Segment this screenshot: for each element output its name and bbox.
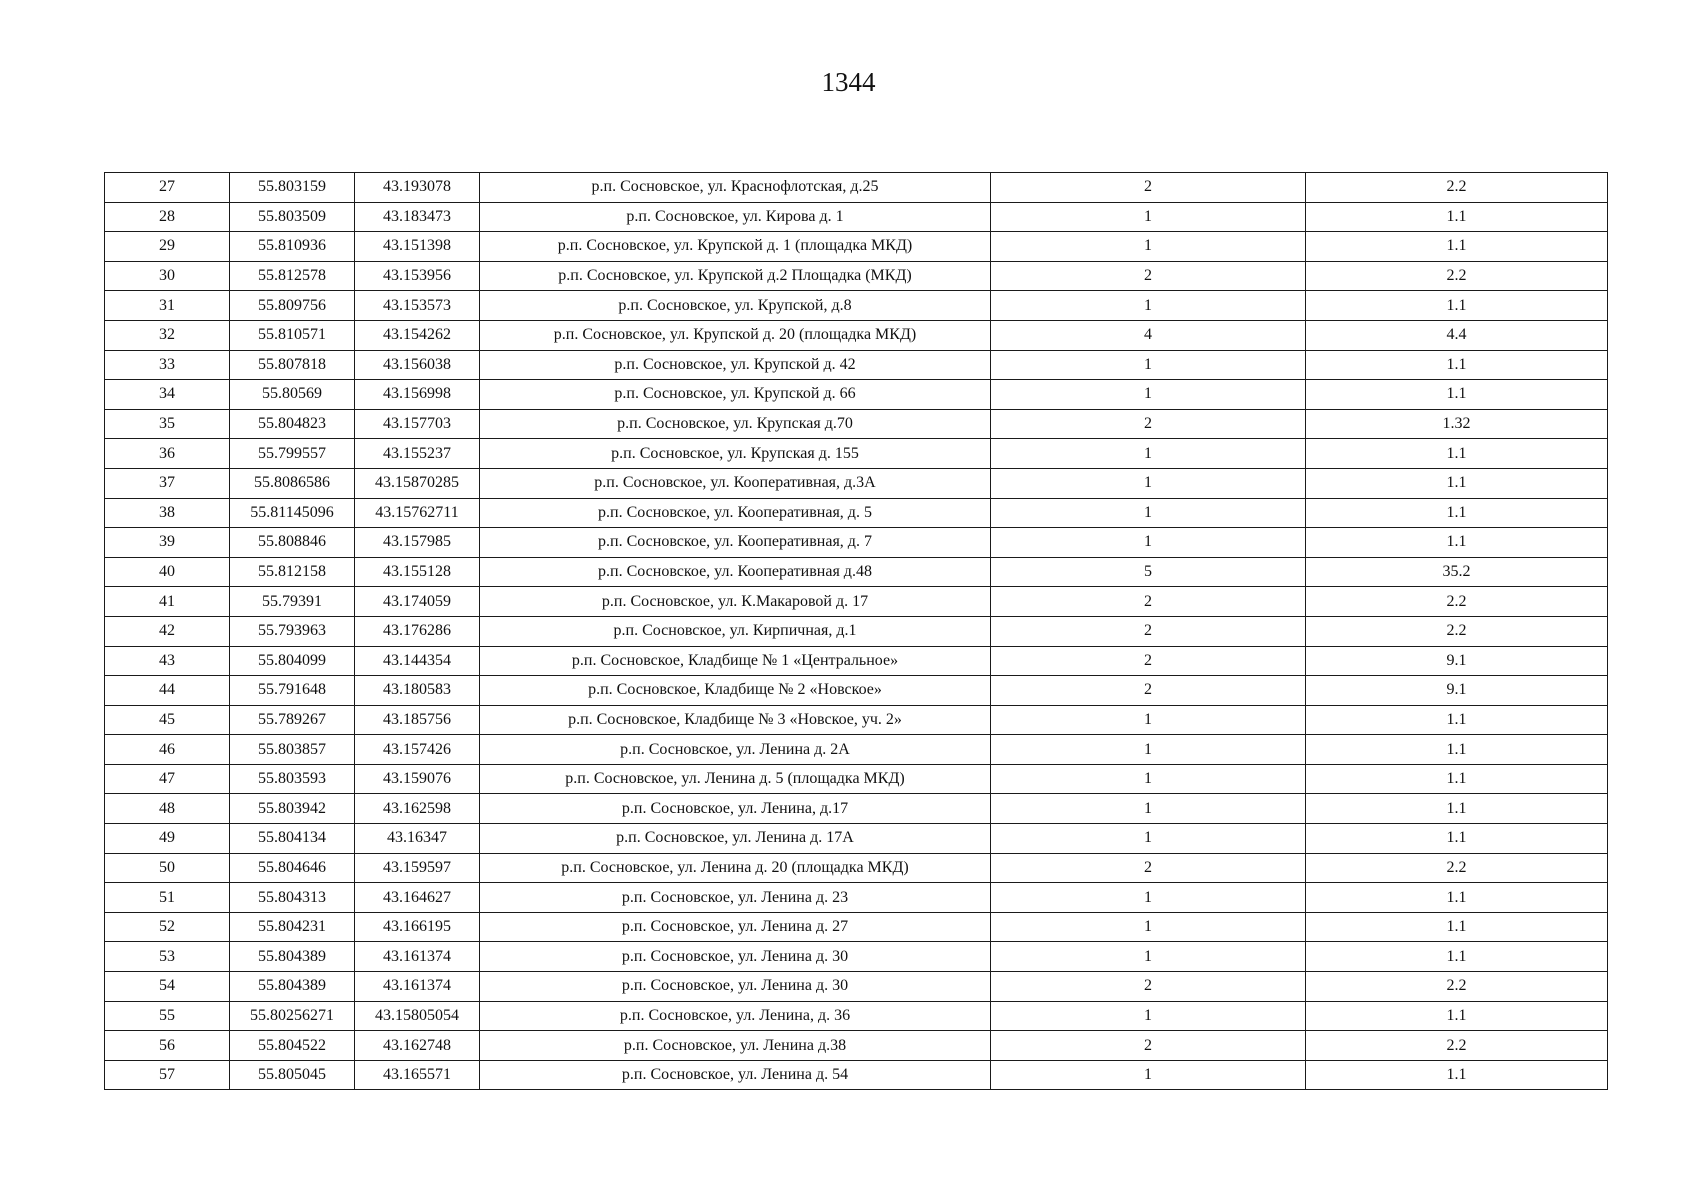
row-number-cell: 50: [105, 853, 230, 883]
longitude-cell: 43.155237: [355, 439, 480, 469]
longitude-cell: 43.156038: [355, 350, 480, 380]
table-row: [105, 202, 1608, 232]
address-cell: р.п. Сосновское, ул. Кооперативная, д. 5: [480, 498, 991, 528]
table-row: [105, 350, 1608, 380]
volume-cell: 1.1: [1306, 705, 1608, 735]
longitude-cell: 43.156998: [355, 380, 480, 410]
address-cell: р.п. Сосновское, ул. Ленина д. 5 (площадка МКД): [480, 764, 991, 794]
table-row: [105, 912, 1608, 942]
latitude-cell: 55.808846: [230, 528, 355, 558]
volume-cell: 1.1: [1306, 350, 1608, 380]
row-number-cell: 47: [105, 764, 230, 794]
container-count-cell: 1: [991, 468, 1306, 498]
row-number-cell: 45: [105, 705, 230, 735]
container-count-cell: 1: [991, 291, 1306, 321]
table-row: [105, 824, 1608, 854]
table-row: [105, 380, 1608, 410]
latitude-cell: 55.809756: [230, 291, 355, 321]
table-row: [105, 468, 1608, 498]
table-row: [105, 764, 1608, 794]
latitude-cell: 55.803593: [230, 764, 355, 794]
container-count-cell: 1: [991, 380, 1306, 410]
row-number-cell: 37: [105, 468, 230, 498]
row-number-cell: 42: [105, 616, 230, 646]
container-count-cell: 2: [991, 587, 1306, 617]
table-row: [105, 528, 1608, 558]
container-count-cell: 1: [991, 439, 1306, 469]
row-number-cell: 33: [105, 350, 230, 380]
latitude-cell: 55.804389: [230, 972, 355, 1002]
container-count-cell: 2: [991, 646, 1306, 676]
container-count-cell: 1: [991, 1060, 1306, 1090]
table-row: [105, 409, 1608, 439]
longitude-cell: 43.159597: [355, 853, 480, 883]
address-cell: р.п. Сосновское, ул. Крупской, д.8: [480, 291, 991, 321]
volume-cell: 2.2: [1306, 587, 1608, 617]
address-cell: р.п. Сосновское, Кладбище № 1 «Центральное»: [480, 646, 991, 676]
container-count-cell: 1: [991, 1001, 1306, 1031]
table-row: [105, 173, 1608, 203]
volume-cell: 2.2: [1306, 261, 1608, 291]
latitude-cell: 55.804522: [230, 1031, 355, 1061]
container-count-cell: 2: [991, 676, 1306, 706]
volume-cell: 1.1: [1306, 468, 1608, 498]
row-number-cell: 52: [105, 912, 230, 942]
latitude-cell: 55.804646: [230, 853, 355, 883]
latitude-cell: 55.804823: [230, 409, 355, 439]
latitude-cell: 55.789267: [230, 705, 355, 735]
table-row: [105, 1060, 1608, 1090]
container-count-cell: 1: [991, 942, 1306, 972]
row-number-cell: 28: [105, 202, 230, 232]
volume-cell: 1.1: [1306, 1001, 1608, 1031]
container-count-cell: 1: [991, 883, 1306, 913]
address-cell: р.п. Сосновское, ул. Крупской д.2 Площадка (МКД): [480, 261, 991, 291]
container-count-cell: 1: [991, 705, 1306, 735]
container-count-cell: 1: [991, 202, 1306, 232]
row-number-cell: 55: [105, 1001, 230, 1031]
container-count-cell: 2: [991, 173, 1306, 203]
longitude-cell: 43.183473: [355, 202, 480, 232]
longitude-cell: 43.193078: [355, 173, 480, 203]
container-count-cell: 1: [991, 498, 1306, 528]
row-number-cell: 51: [105, 883, 230, 913]
row-number-cell: 27: [105, 173, 230, 203]
volume-cell: 1.32: [1306, 409, 1608, 439]
volume-cell: 1.1: [1306, 202, 1608, 232]
volume-cell: 1.1: [1306, 232, 1608, 262]
container-count-cell: 1: [991, 764, 1306, 794]
volume-cell: 1.1: [1306, 883, 1608, 913]
address-cell: р.п. Сосновское, ул. Крупской д. 20 (площадка МКД): [480, 320, 991, 350]
latitude-cell: 55.799557: [230, 439, 355, 469]
volume-cell: 1.1: [1306, 439, 1608, 469]
longitude-cell: 43.144354: [355, 646, 480, 676]
address-cell: р.п. Сосновское, ул. Крупской д. 66: [480, 380, 991, 410]
latitude-cell: 55.812158: [230, 557, 355, 587]
row-number-cell: 48: [105, 794, 230, 824]
latitude-cell: 55.804134: [230, 824, 355, 854]
table-row: [105, 942, 1608, 972]
volume-cell: 1.1: [1306, 912, 1608, 942]
latitude-cell: 55.804389: [230, 942, 355, 972]
longitude-cell: 43.16347: [355, 824, 480, 854]
address-cell: р.п. Сосновское, ул. Ленина д. 30: [480, 942, 991, 972]
latitude-cell: 55.803509: [230, 202, 355, 232]
longitude-cell: 43.164627: [355, 883, 480, 913]
address-cell: р.п. Сосновское, ул. Крупская д. 155: [480, 439, 991, 469]
table-row: [105, 232, 1608, 262]
longitude-cell: 43.162748: [355, 1031, 480, 1061]
latitude-cell: 55.810936: [230, 232, 355, 262]
longitude-cell: 43.161374: [355, 942, 480, 972]
latitude-cell: 55.804099: [230, 646, 355, 676]
row-number-cell: 43: [105, 646, 230, 676]
latitude-cell: 55.803857: [230, 735, 355, 765]
address-cell: р.п. Сосновское, ул. Крупская д.70: [480, 409, 991, 439]
latitude-cell: 55.803942: [230, 794, 355, 824]
address-cell: р.п. Сосновское, ул. Ленина д. 54: [480, 1060, 991, 1090]
volume-cell: 9.1: [1306, 646, 1608, 676]
table-row: [105, 1001, 1608, 1031]
container-count-cell: 1: [991, 794, 1306, 824]
volume-cell: 9.1: [1306, 676, 1608, 706]
row-number-cell: 49: [105, 824, 230, 854]
row-number-cell: 41: [105, 587, 230, 617]
row-number-cell: 30: [105, 261, 230, 291]
container-count-cell: 2: [991, 616, 1306, 646]
address-cell: р.п. Сосновское, ул. Ленина д. 23: [480, 883, 991, 913]
container-count-cell: 2: [991, 409, 1306, 439]
volume-cell: 1.1: [1306, 794, 1608, 824]
longitude-cell: 43.159076: [355, 764, 480, 794]
row-number-cell: 57: [105, 1060, 230, 1090]
latitude-cell: 55.791648: [230, 676, 355, 706]
latitude-cell: 55.805045: [230, 1060, 355, 1090]
row-number-cell: 29: [105, 232, 230, 262]
table-row: [105, 794, 1608, 824]
address-cell: р.п. Сосновское, ул. Кирпичная, д.1: [480, 616, 991, 646]
address-cell: р.п. Сосновское, ул. Кооперативная, д.3А: [480, 468, 991, 498]
container-count-cell: 1: [991, 528, 1306, 558]
table-row: [105, 883, 1608, 913]
address-cell: р.п. Сосновское, ул. Кооперативная, д. 7: [480, 528, 991, 558]
longitude-cell: 43.15805054: [355, 1001, 480, 1031]
address-cell: р.п. Сосновское, ул. Краснофлотская, д.25: [480, 173, 991, 203]
longitude-cell: 43.15762711: [355, 498, 480, 528]
address-cell: р.п. Сосновское, ул. Ленина, д.17: [480, 794, 991, 824]
longitude-cell: 43.157985: [355, 528, 480, 558]
address-cell: р.п. Сосновское, ул. Ленина д. 27: [480, 912, 991, 942]
longitude-cell: 43.15870285: [355, 468, 480, 498]
latitude-cell: 55.812578: [230, 261, 355, 291]
latitude-cell: 55.793963: [230, 616, 355, 646]
address-cell: р.п. Сосновское, ул. Ленина д.38: [480, 1031, 991, 1061]
address-cell: р.п. Сосновское, Кладбище № 3 «Новское, уч. 2»: [480, 705, 991, 735]
address-cell: р.п. Сосновское, ул. Крупской д. 1 (площадка МКД): [480, 232, 991, 262]
longitude-cell: 43.154262: [355, 320, 480, 350]
table-row: [105, 616, 1608, 646]
volume-cell: 1.1: [1306, 735, 1608, 765]
volume-cell: 2.2: [1306, 1031, 1608, 1061]
volume-cell: 2.2: [1306, 972, 1608, 1002]
table-row: [105, 646, 1608, 676]
registry-table: [104, 172, 1608, 1090]
address-cell: р.п. Сосновское, ул. Ленина д. 2А: [480, 735, 991, 765]
row-number-cell: 44: [105, 676, 230, 706]
table-row: [105, 676, 1608, 706]
container-count-cell: 2: [991, 972, 1306, 1002]
longitude-cell: 43.162598: [355, 794, 480, 824]
address-cell: р.п. Сосновское, ул. Кирова д. 1: [480, 202, 991, 232]
volume-cell: 1.1: [1306, 824, 1608, 854]
table-row: [105, 972, 1608, 1002]
container-count-cell: 1: [991, 735, 1306, 765]
latitude-cell: 55.81145096: [230, 498, 355, 528]
address-cell: р.п. Сосновское, ул. Ленина д. 17А: [480, 824, 991, 854]
longitude-cell: 43.176286: [355, 616, 480, 646]
container-count-cell: 2: [991, 853, 1306, 883]
row-number-cell: 31: [105, 291, 230, 321]
longitude-cell: 43.155128: [355, 557, 480, 587]
volume-cell: 35.2: [1306, 557, 1608, 587]
row-number-cell: 36: [105, 439, 230, 469]
table-row: [105, 439, 1608, 469]
container-count-cell: 1: [991, 912, 1306, 942]
row-number-cell: 40: [105, 557, 230, 587]
volume-cell: 1.1: [1306, 498, 1608, 528]
volume-cell: 1.1: [1306, 528, 1608, 558]
volume-cell: 1.1: [1306, 764, 1608, 794]
address-cell: р.п. Сосновское, ул. Кооперативная д.48: [480, 557, 991, 587]
longitude-cell: 43.161374: [355, 972, 480, 1002]
container-count-cell: 1: [991, 824, 1306, 854]
latitude-cell: 55.804313: [230, 883, 355, 913]
container-count-cell: 2: [991, 1031, 1306, 1061]
table-row: [105, 291, 1608, 321]
row-number-cell: 32: [105, 320, 230, 350]
table-row: [105, 498, 1608, 528]
latitude-cell: 55.804231: [230, 912, 355, 942]
volume-cell: 2.2: [1306, 173, 1608, 203]
latitude-cell: 55.80569: [230, 380, 355, 410]
table-row: [105, 557, 1608, 587]
container-count-cell: 2: [991, 261, 1306, 291]
longitude-cell: 43.185756: [355, 705, 480, 735]
address-cell: р.п. Сосновское, Кладбище № 2 «Новское»: [480, 676, 991, 706]
container-count-cell: 5: [991, 557, 1306, 587]
longitude-cell: 43.153573: [355, 291, 480, 321]
row-number-cell: 54: [105, 972, 230, 1002]
longitude-cell: 43.174059: [355, 587, 480, 617]
latitude-cell: 55.79391: [230, 587, 355, 617]
latitude-cell: 55.803159: [230, 173, 355, 203]
row-number-cell: 53: [105, 942, 230, 972]
row-number-cell: 34: [105, 380, 230, 410]
table-row: [105, 853, 1608, 883]
table-row: [105, 1031, 1608, 1061]
longitude-cell: 43.165571: [355, 1060, 480, 1090]
container-count-cell: 4: [991, 320, 1306, 350]
row-number-cell: 56: [105, 1031, 230, 1061]
volume-cell: 2.2: [1306, 616, 1608, 646]
volume-cell: 1.1: [1306, 380, 1608, 410]
registry-table-body: [105, 173, 1608, 1090]
volume-cell: 2.2: [1306, 853, 1608, 883]
table-row: [105, 735, 1608, 765]
latitude-cell: 55.807818: [230, 350, 355, 380]
latitude-cell: 55.80256271: [230, 1001, 355, 1031]
row-number-cell: 38: [105, 498, 230, 528]
longitude-cell: 43.166195: [355, 912, 480, 942]
latitude-cell: 55.8086586: [230, 468, 355, 498]
table-row: [105, 705, 1608, 735]
volume-cell: 1.1: [1306, 942, 1608, 972]
address-cell: р.п. Сосновское, ул. Крупской д. 42: [480, 350, 991, 380]
table-row: [105, 587, 1608, 617]
table-row: [105, 261, 1608, 291]
address-cell: р.п. Сосновское, ул. Ленина, д. 36: [480, 1001, 991, 1031]
latitude-cell: 55.810571: [230, 320, 355, 350]
longitude-cell: 43.157703: [355, 409, 480, 439]
longitude-cell: 43.151398: [355, 232, 480, 262]
address-cell: р.п. Сосновское, ул. К.Макаровой д. 17: [480, 587, 991, 617]
page-number: 1344: [821, 67, 876, 97]
row-number-cell: 46: [105, 735, 230, 765]
volume-cell: 1.1: [1306, 291, 1608, 321]
longitude-cell: 43.157426: [355, 735, 480, 765]
address-cell: р.п. Сосновское, ул. Ленина д. 20 (площадка МКД): [480, 853, 991, 883]
row-number-cell: 35: [105, 409, 230, 439]
longitude-cell: 43.153956: [355, 261, 480, 291]
container-count-cell: 1: [991, 232, 1306, 262]
volume-cell: 4.4: [1306, 320, 1608, 350]
row-number-cell: 39: [105, 528, 230, 558]
longitude-cell: 43.180583: [355, 676, 480, 706]
table-row: [105, 320, 1608, 350]
address-cell: р.п. Сосновское, ул. Ленина д. 30: [480, 972, 991, 1002]
volume-cell: 1.1: [1306, 1060, 1608, 1090]
container-count-cell: 1: [991, 350, 1306, 380]
